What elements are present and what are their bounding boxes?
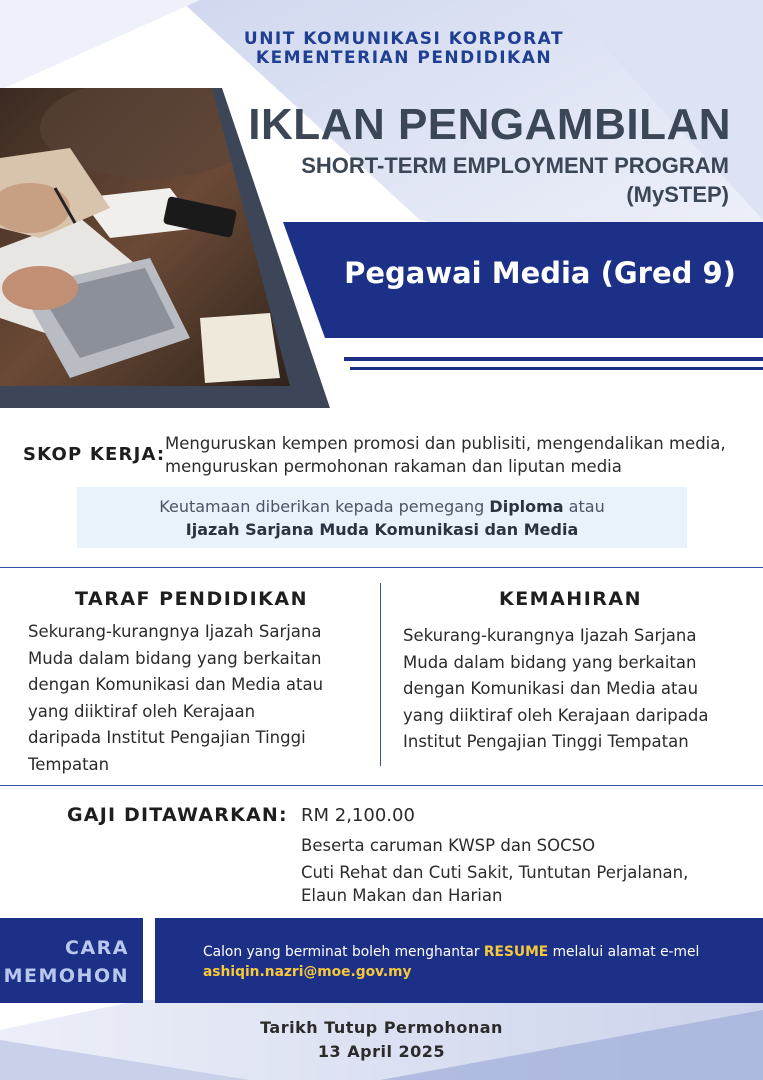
skills-line: dengan Komunikasi dan Media atau	[403, 679, 699, 698]
apply-info-box	[155, 918, 763, 1003]
scope-label: SKOP KERJA:	[23, 444, 166, 465]
education-heading: TARAF PENDIDIKAN	[75, 588, 308, 610]
priority-text: Keutamaan diberikan kepada pemegang	[159, 497, 490, 516]
apply-instruction	[155, 918, 763, 962]
divider-vertical	[380, 583, 381, 766]
skills-text	[403, 623, 708, 756]
apply-label-box	[0, 918, 143, 1003]
salary-benefit-2: Cuti Rehat dan Cuti Sakit, Tuntutan Perjalanan,	[301, 863, 689, 882]
priority-box	[77, 487, 687, 548]
banner-rule-1	[344, 357, 763, 361]
education-line: Tempatan	[28, 754, 110, 774]
position-title: Pegawai Media (Gred 9)	[344, 256, 736, 290]
page-title: IKLAN PENGAMBILAN	[248, 100, 731, 149]
priority-line-1	[77, 495, 687, 518]
priority-degree: Ijazah Sarjana Muda Komunikasi dan Media	[185, 520, 579, 539]
education-text	[28, 619, 323, 778]
priority-diploma: Diploma	[489, 497, 564, 516]
banner-rule-2	[350, 367, 763, 370]
apply-text-suffix: melalui alamat e-mel	[548, 944, 700, 960]
apply-label-1: CARA	[65, 937, 129, 959]
priority-or: atau	[563, 497, 605, 516]
office-photo	[0, 88, 330, 408]
resume-highlight: RESUME	[483, 944, 549, 960]
scope-line-2: menguruskan permohonan rakaman dan liputan media	[165, 457, 622, 476]
education-line: Sekurang-kurangnya Ijazah Sarjana	[28, 622, 322, 641]
skills-line: Institut Pengajian Tinggi Tempatan	[403, 732, 689, 751]
skills-line: Sekurang-kurangnya Ijazah Sarjana	[403, 626, 697, 645]
scope-line-1: Menguruskan kempen promosi dan publisiti, mengendalikan media,	[165, 434, 726, 453]
salary-benefit-2b: Elaun Makan dan Harian	[301, 886, 503, 905]
salary-label: GAJI DITAWARKAN:	[67, 804, 288, 826]
org-unit: UNIT KOMUNIKASI KORPORAT	[243, 29, 565, 49]
priority-line-2	[77, 518, 687, 541]
education-line: yang diiktiraf oleh Kerajaan	[28, 701, 256, 721]
salary-amount: RM 2,100.00	[301, 805, 415, 826]
closing-date: 13 April 2025	[317, 1042, 446, 1061]
apply-label-2: MEMOHON	[3, 965, 129, 987]
education-line: dengan Komunikasi dan Media atau	[28, 675, 324, 694]
apply-email[interactable]: ashiqin.nazri@moe.gov.my	[203, 964, 412, 980]
salary-benefit-1: Beserta caruman KWSP dan SOCSO	[301, 836, 596, 855]
divider-bottom	[0, 785, 763, 786]
program-acronym: (MySTEP)	[626, 182, 729, 207]
skills-line: yang diiktiraf oleh Kerajaan daripada	[403, 705, 709, 725]
org-ministry: KEMENTERIAN PENDIDIKAN	[255, 48, 553, 68]
skills-heading: KEMAHIRAN	[498, 588, 643, 610]
skills-line: Muda dalam bidang yang berkaitan	[403, 652, 697, 672]
education-line: Muda dalam bidang yang berkaitan	[28, 648, 322, 668]
education-line: daripada Institut Pengajian Tinggi	[28, 728, 306, 747]
divider-top	[0, 567, 763, 568]
closing-label: Tarikh Tutup Permohonan	[260, 1018, 503, 1037]
apply-text: Calon yang berminat boleh menghantar	[203, 944, 484, 960]
program-name: SHORT-TERM EMPLOYMENT PROGRAM	[301, 153, 729, 178]
